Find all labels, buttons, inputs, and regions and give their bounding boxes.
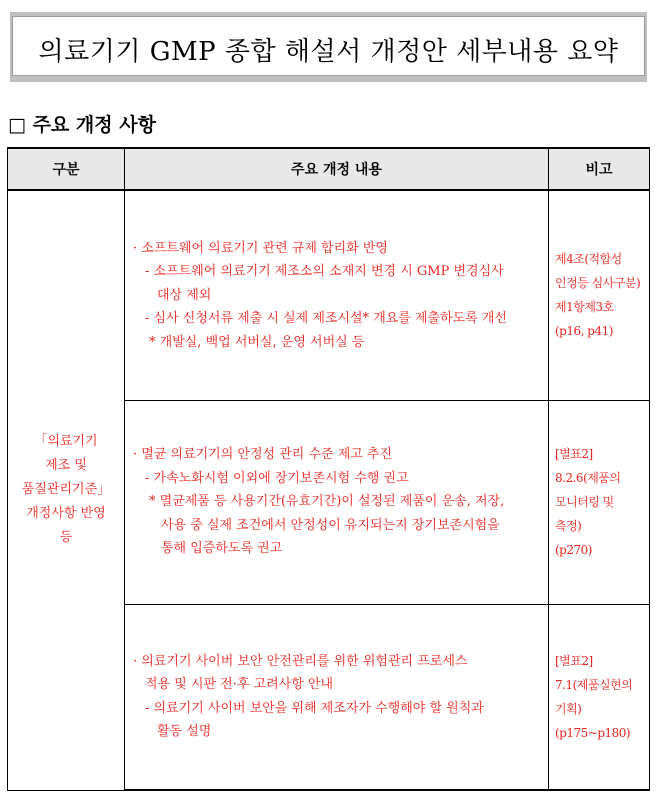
content-line: - 소프트웨어 의료기기 제조소의 소재지 변경 시 GMP 변경심사 bbox=[145, 264, 504, 279]
content-line: 통해 입증하도록 권고 bbox=[161, 541, 283, 557]
content-line: - 의료기기 사이버 보안을 위해 제조자가 수행해야 할 원칙과 bbox=[145, 700, 484, 716]
category-line: 품질관리기준」 bbox=[21, 482, 111, 498]
title-banner bbox=[10, 12, 647, 82]
category-cell bbox=[8, 190, 125, 790]
note-line: (p175~p180) bbox=[555, 725, 631, 740]
category-line: 개정사항 반영 bbox=[26, 506, 106, 522]
title-box bbox=[12, 16, 645, 76]
revision-table bbox=[7, 147, 650, 791]
header-note: 비고 bbox=[549, 148, 650, 190]
note-cell bbox=[549, 604, 650, 790]
content-line: · 소프트웨어 의료기기 관련 규제 합리화 반영 bbox=[133, 240, 388, 256]
note-line: 인정등 심사구분) bbox=[555, 276, 641, 291]
content-line: * 개발실, 백업 서버실, 운영 서버실 등 bbox=[149, 334, 365, 350]
content-line: · 멸균 의료기기의 안정성 관리 수준 제고 추진 bbox=[133, 447, 393, 463]
note-line: [별표2] bbox=[555, 653, 593, 668]
category-line: 등 bbox=[59, 530, 73, 546]
content-line: 사용 중 실제 조건에서 안정성이 유지되는지 장기보존시험을 bbox=[161, 517, 500, 533]
note-line: (p16, p41) bbox=[555, 324, 613, 339]
content-cell bbox=[125, 604, 549, 790]
category-line: 제조 및 bbox=[45, 458, 87, 474]
page-title: 의료기기 GMP 종합 해설서 개정안 세부내용 요약 bbox=[38, 37, 619, 67]
note-line: (p270) bbox=[555, 543, 592, 557]
note-line: [별표2] bbox=[555, 447, 593, 461]
content-line: 대상 제외 bbox=[157, 287, 212, 303]
content-line: - 가속노화시험 이외에 장기보존시험 수행 권고 bbox=[145, 470, 409, 486]
content-line: * 멸균제품 등 사용기간(유효기간)이 설정된 제품이 운송, 저장, bbox=[149, 494, 505, 510]
content-line: - 심사 신청서류 제출 시 실제 제조시설* 개요를 제출하도록 개선 bbox=[145, 311, 508, 326]
note-line: 7.1(제품실현의 bbox=[555, 677, 633, 692]
header-content: 주요 개정 내용 bbox=[125, 148, 549, 190]
content-line: · 의료기기 사이버 보안 안전관리를 위한 위험관리 프로세스 bbox=[133, 653, 468, 669]
note-line: 제1항제3호 bbox=[555, 300, 614, 315]
table-header-row bbox=[8, 148, 650, 190]
note-line: 제4조(적합성 bbox=[555, 252, 622, 267]
note-cell bbox=[549, 190, 650, 400]
table-row bbox=[8, 190, 650, 400]
category-line: 「의료기기 bbox=[34, 434, 98, 450]
note-line: 기획) bbox=[555, 701, 582, 716]
content-cell bbox=[125, 400, 549, 604]
note-line: 측정) bbox=[555, 519, 582, 533]
content-cell bbox=[125, 190, 549, 400]
content-line: 활동 설명 bbox=[157, 724, 212, 740]
header-category: 구분 bbox=[8, 148, 125, 190]
note-cell bbox=[549, 400, 650, 604]
note-line: 8.2.6(제품의 bbox=[555, 471, 621, 485]
note-line: 모니터링 및 bbox=[555, 495, 614, 509]
section-heading: □ 주요 개정 사항 bbox=[8, 114, 156, 136]
content-line: 적용 및 시판 전·후 고려사항 안내 bbox=[145, 677, 334, 693]
